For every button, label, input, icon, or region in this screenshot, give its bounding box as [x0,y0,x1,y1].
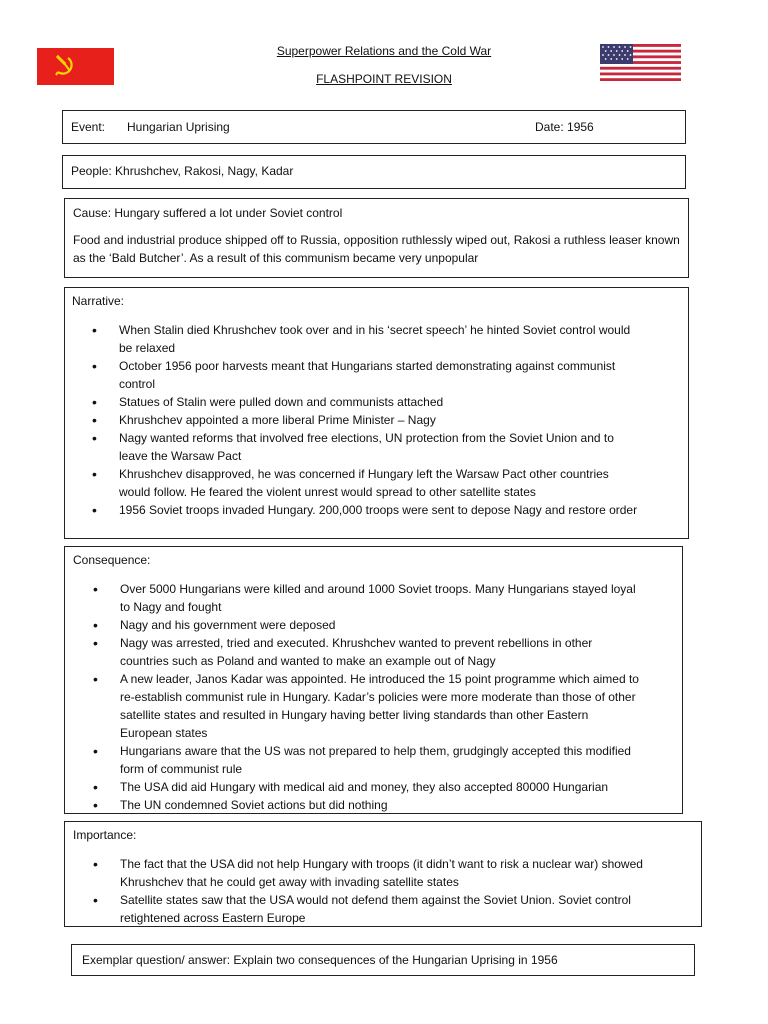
list-item: • Over 5000 Hungarians were killed and around 1000 Soviet troops. Many Hungarians stayed loyal to Nagy and fought [73,580,643,616]
event-box [62,110,686,144]
list-item: • When Stalin died Khrushchev took over and in his ‘secret speech’ he hinted Soviet control would be relaxed [72,321,642,357]
event-value: Hungarian Uprising [127,120,230,134]
list-item: • The UN condemned Soviet actions but did nothing [73,796,643,814]
narrative-heading: Narrative: [72,294,125,308]
page-subtitle: FLASHPOINT REVISION [316,72,452,86]
consequence-box [64,546,683,814]
list-item: • A new leader, Janos Kadar was appointed. He introduced the 15 point programme which aimed to re-establish communist rule in Hungary. Kadar’s policies were more moderate than those of other satellite states and resulted in Hungary having better living standards than other Eastern European states [73,670,643,742]
list-item: • The USA did aid Hungary with medical aid and money, they also accepted 80000 Hungarian [73,778,643,796]
list-item: • The fact that the USA did not help Hungary with troops (it didn’t want to risk a nuclear war) showed Khrushchev that he could get away with invading satellite states [73,855,648,891]
list-item: • Nagy wanted reforms that involved free elections, UN protection from the Soviet Union and to leave the Warsaw Pact [72,429,642,465]
page-title: Superpower Relations and the Cold War [276,44,492,58]
cause-heading: Cause: Hungary suffered a lot under Soviet control [73,206,343,220]
importance-box [64,821,702,927]
list-item: • Khrushchev disapproved, he was concerned if Hungary left the Warsaw Pact other countries would follow. He feared the violent unrest would spread to other satellite states [72,465,642,501]
importance-heading: Importance: [73,828,137,842]
list-item: • Nagy was arrested, tried and executed. Khrushchev wanted to prevent rebellions in other countries such as Poland and wanted to make an example out of Nagy [73,634,643,670]
people-text: People: Khrushchev, Rakosi, Nagy, Kadar [71,164,294,178]
event-date: Date: 1956 [535,120,594,134]
list-item: • Khrushchev appointed a more liberal Prime Minister – Nagy [72,411,642,429]
consequence-heading: Consequence: [73,553,151,567]
exemplar-text: Exemplar question/ answer: Explain two consequences of the Hungarian Uprising in 1956 [82,953,558,967]
cause-box [64,198,689,278]
exemplar-box [71,944,695,976]
narrative-list [72,321,642,519]
list-item: • 1956 Soviet troops invaded Hungary. 200,000 troops were sent to depose Nagy and restore order [72,501,642,519]
list-item: • Nagy and his government were deposed [73,616,643,634]
list-item: • Hungarians aware that the US was not prepared to help them, grudgingly accepted this modified form of communist rule [73,742,643,778]
importance-list [73,855,648,927]
list-item: • Statues of Stalin were pulled down and communists attached [72,393,642,411]
event-label: Event: [71,120,106,134]
narrative-box [64,287,689,539]
list-item: • Satellite states saw that the USA would not defend them against the Soviet Union. Soviet control retightened across Eastern Europe [73,891,648,927]
consequence-list [73,580,643,814]
people-box [62,155,686,189]
list-item: • October 1956 poor harvests meant that Hungarians started demonstrating against communist control [72,357,642,393]
cause-body: Food and industrial produce shipped off to Russia, opposition ruthlessly wiped out, Rakosi a ruthless leaser known as the ‘Bald Butcher’. As a result of this communism became very unpopular [73,233,680,265]
